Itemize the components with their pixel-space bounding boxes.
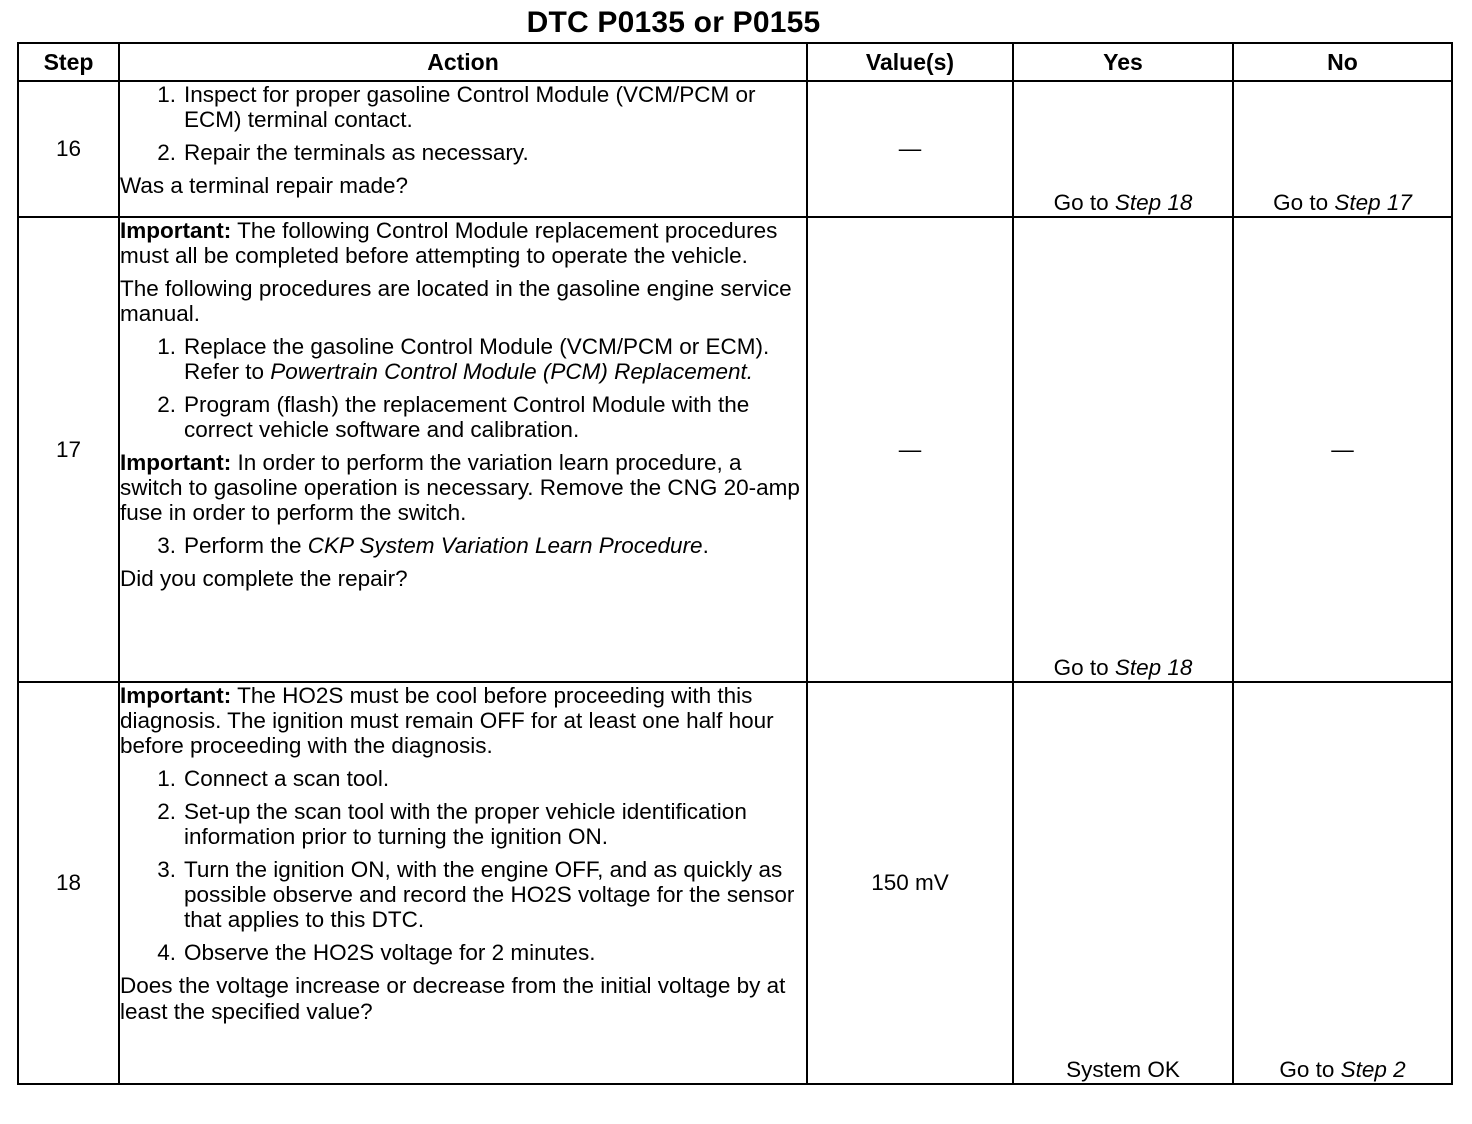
list-item: 1. Connect a scan tool. [157,766,390,791]
column-header-yes: Yes [1013,43,1233,81]
action-question: Does the voltage increase or decrease from the initial voltage by at least the specified value? [120,973,786,1024]
diagnostic-table [17,42,1453,1085]
important-note: Important: In order to perform the variation learn procedure, a switch to gasoline operation is necessary. Remove the CNG 20-amp fuse in order to perform the switch. [120,450,800,525]
header-row [18,43,1452,81]
action-cell [119,81,807,217]
action-list [120,533,806,558]
list-item: 4. Observe the HO2S voltage for 2 minutes. [157,940,596,965]
value-cell: — [807,217,1013,682]
list-item: 3. Turn the ignition ON, with the engine OFF, and as quickly as possible observe and record the HO2S voltage for the sensor that applies to this DTC. [157,857,795,932]
procedure-note: The following procedures are located in the gasoline engine service manual. [120,276,792,326]
yes-cell: Go to Step 18 [1013,217,1233,682]
important-note: Important: The following Control Module replacement procedures must all be completed before attempting to operate the vehicle. [120,218,778,268]
list-item: 2. Repair the terminals as necessary. [157,140,529,165]
action-question: Was a terminal repair made? [120,173,409,198]
value-cell: — [807,81,1013,217]
step-reference: Step 2 [1340,1057,1406,1082]
step-reference: Step 17 [1334,190,1412,215]
column-header-action: Action [119,43,807,81]
action-list [120,82,806,165]
column-header-no: No [1233,43,1452,81]
list-item: 2. Set-up the scan tool with the proper vehicle identification information prior to turning the ignition ON. [157,799,747,849]
value-cell: 150 mV [807,682,1013,1084]
yes-cell: Go to Step 18 [1013,81,1233,217]
important-note: Important: The HO2S must be cool before proceeding with this diagnosis. The ignition must remain OFF for at least one half hour before proceeding with the diagnosis. [120,683,774,758]
step-number: 18 [18,682,119,1084]
page-title: DTC P0135 or P0155 [526,6,821,39]
action-list [120,766,806,965]
no-cell: Go to Step 17 [1233,81,1452,217]
table-row-step-16 [18,81,1452,217]
table-row-step-18 [18,682,1452,1084]
table-row-step-17 [18,217,1452,682]
list-item: 3. Perform the CKP System Variation Learn Procedure. [157,533,709,558]
step-reference: Step 18 [1114,655,1193,680]
list-item: 1. Inspect for proper gasoline Control Module (VCM/PCM or ECM) terminal contact. [157,82,756,132]
step-number: 16 [18,81,119,217]
column-header-step: Step [18,43,119,81]
step-number: 17 [18,217,119,682]
column-header-values: Value(s) [807,43,1013,81]
step-reference: Step 18 [1114,190,1193,215]
list-item: 2. Program (flash) the replacement Control Module with the correct vehicle software and calibration. [157,392,750,442]
yes-cell: System OK [1013,682,1233,1084]
action-question: Did you complete the repair? [120,566,408,591]
action-list [120,334,806,442]
no-cell: Go to Step 2 [1233,682,1452,1084]
list-item: 1. Replace the gasoline Control Module (VCM/PCM or ECM). Refer to Powertrain Control Module (PCM) Replacement. [157,334,770,384]
action-cell [119,217,807,682]
action-cell [119,682,807,1084]
no-cell: — [1233,217,1452,682]
